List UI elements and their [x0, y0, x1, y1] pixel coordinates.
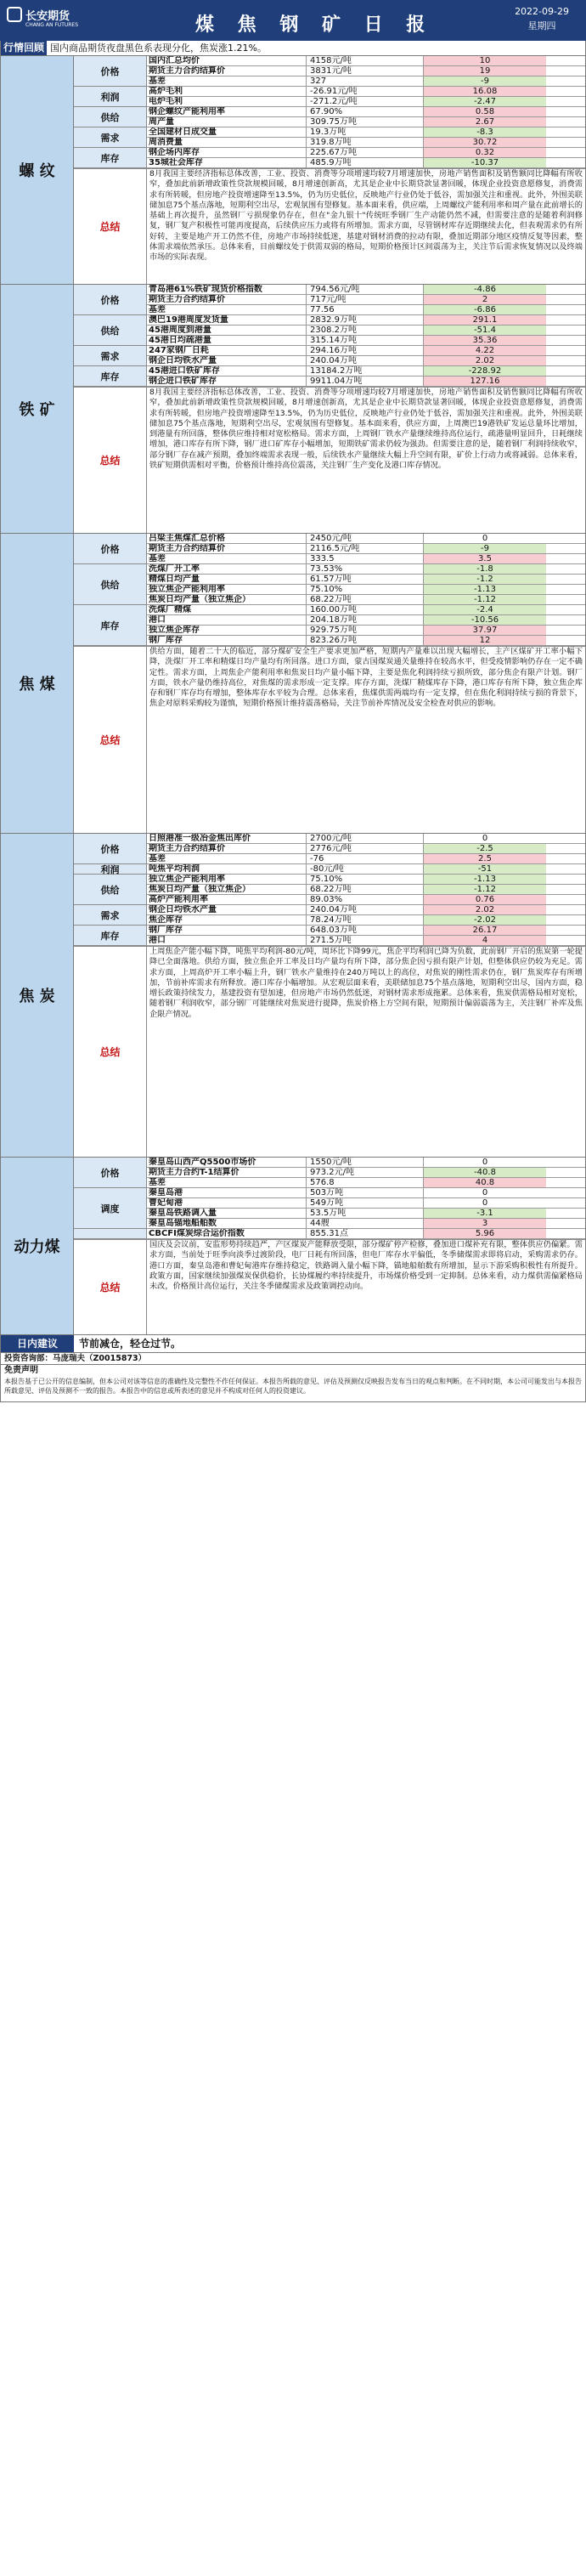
indicator-change: -8.3	[424, 127, 546, 137]
indicator-name: 期货主力合约结算价	[147, 844, 307, 853]
indicator-name: 国内汇总均价	[147, 56, 307, 65]
summary-label: 总结	[74, 647, 147, 833]
indicator-row	[147, 326, 585, 336]
group-label: 库存	[74, 366, 147, 387]
indicator-name: 基差	[147, 1178, 307, 1187]
indicator-name: 电炉毛利	[147, 97, 307, 106]
indicator-name: 洗煤厂开工率	[147, 564, 307, 574]
summary-text: 国庆及会议前，安监形势持续趋严，产区煤炭产能释放受限，部分煤矿停产检修，叠加进口煤补充有限，整体供应仍偏紧。需求方面，当前处于旺季向淡季过渡阶段，电厂日耗有所回落，但电厂库存水平偏低，冬季储煤需求即将启动，采购需求仍存。港口方面，秦皇岛港和曹妃甸港库存维持稳定，铁路调入量小幅下降，锚地船舶数有所增加，显示下游采购积极性有所提升。政策方面，国家继续加强煤炭保供稳价，长协煤履约率持续提升，市场煤价格受到一定抑制。总体来看，动力煤供需偏紧格局未改，价格预计高位运行，关注冬季储煤需求及政策调控动向。	[149, 1240, 583, 1292]
indicator-change: 0.32	[424, 148, 546, 157]
sections-container	[0, 56, 586, 1335]
indicator-change: 40.8	[424, 1178, 546, 1187]
disclaimer-heading: 免责声明	[1, 1364, 585, 1376]
disclaimer-text: 本报告基于已公开的信息编制，但本公司对该等信息的准确性及完整性不作任何保证。本报告所载的意见、评估及预测仅反映报告发布当日的观点和判断。在不同时期，本公司可能发出与本报告所载意见、评估及预测不一致的报告。本报告中的信息或所表述的意见并不构成对任何人的投资建议。	[4, 1378, 582, 1395]
indicator-change: 0	[482, 1188, 488, 1197]
indicator-row	[147, 585, 585, 595]
company-logo	[7, 5, 79, 36]
commodity-section	[0, 534, 586, 834]
indicator-row	[147, 366, 585, 376]
indicator-change: 4	[424, 936, 546, 945]
indicator-value: 929.75万吨	[307, 626, 424, 635]
indicator-value: 333.5	[307, 554, 424, 563]
advice-label: 日内建议	[1, 1335, 74, 1352]
indicator-row	[147, 615, 585, 626]
summary-block	[74, 168, 585, 284]
indicator-group	[74, 148, 585, 168]
indicator-change: 2.02	[424, 905, 546, 914]
indicator-change: 30.72	[424, 138, 546, 147]
indicator-row	[147, 605, 585, 615]
indicator-name: 钢企进口铁矿库存	[147, 376, 307, 386]
indicator-row	[147, 158, 585, 168]
indicator-change: -1.2	[424, 575, 546, 584]
indicator-row	[147, 336, 585, 346]
commodity-name: 焦 煤	[1, 534, 74, 833]
indicator-value: 549万吨	[307, 1198, 424, 1208]
indicator-change: -51.4	[424, 326, 546, 335]
group-label: 需求	[74, 905, 147, 926]
indicator-change: 0	[482, 534, 488, 543]
indicator-row	[147, 544, 585, 554]
indicator-name: 钢企日均铁水产量	[147, 905, 307, 914]
indicator-name: 钢厂库存	[147, 926, 307, 935]
indicator-value: 485.9万吨	[307, 158, 424, 167]
indicator-name: 基差	[147, 854, 307, 863]
logo-mark-icon	[7, 7, 22, 22]
report-header	[0, 0, 586, 41]
indicator-row	[147, 885, 585, 895]
report-footer	[0, 1335, 586, 1402]
indicator-row	[147, 636, 585, 646]
summary-label: 总结	[74, 388, 147, 533]
report-title: 煤 焦 钢 矿 日 报	[195, 14, 434, 36]
indicator-value: 327	[307, 76, 424, 86]
indicator-name: 基差	[147, 305, 307, 314]
group-label: 调度	[74, 1188, 147, 1229]
indicator-row	[147, 346, 585, 356]
indicator-value: -76	[307, 854, 424, 863]
indicator-row	[147, 1178, 585, 1188]
market-review-label: 行情回顾	[1, 41, 47, 55]
group-label: 库存	[74, 148, 147, 168]
indicator-change: -2.02	[424, 915, 546, 925]
indicator-value: 89.03%	[307, 895, 424, 904]
indicator-change: -10.37	[424, 158, 546, 167]
group-label: 需求	[74, 346, 147, 366]
indicator-change: -6.86	[424, 305, 546, 314]
indicator-value: 53.5万吨	[307, 1209, 424, 1218]
indicator-change: -1.8	[424, 564, 546, 574]
indicator-change: 3	[424, 1219, 546, 1228]
indicator-value: 44艘	[307, 1219, 424, 1228]
indicator-value: 68.22万吨	[307, 885, 424, 894]
indicator-name: 港口	[147, 936, 307, 945]
indicator-row	[147, 554, 585, 564]
indicator-row	[147, 1158, 585, 1168]
indicator-row	[147, 148, 585, 158]
commodity-name: 螺 纹	[1, 56, 74, 284]
indicator-row	[147, 1198, 585, 1209]
indicator-name: 澳巴19港周度发货量	[147, 315, 307, 325]
indicator-row	[147, 926, 585, 936]
indicator-change: -40.8	[424, 1168, 546, 1177]
summary-block	[74, 1239, 585, 1334]
indicator-change: 2.5	[424, 854, 546, 863]
indicator-name: 周消费量	[147, 138, 307, 147]
indicator-value: 2700元/吨	[307, 834, 424, 843]
indicator-row	[147, 595, 585, 605]
indicator-value: 271.5万吨	[307, 936, 424, 945]
group-label: 利润	[74, 864, 147, 875]
market-review	[0, 41, 586, 56]
group-label: 价格	[74, 1158, 147, 1188]
group-label: 价格	[74, 534, 147, 564]
indicator-row	[147, 895, 585, 905]
intraday-advice	[1, 1335, 585, 1352]
indicator-change: -1.12	[424, 885, 546, 894]
indicator-change: 2.67	[424, 117, 546, 127]
indicator-row	[147, 1219, 585, 1229]
indicator-change: -51	[424, 864, 546, 874]
indicator-value: -271.2元/吨	[307, 97, 424, 106]
group-label	[74, 1229, 147, 1239]
indicator-value: 3831元/吨	[307, 66, 424, 76]
indicator-value: 315.14万吨	[307, 336, 424, 345]
indicator-row	[147, 626, 585, 636]
indicator-group	[74, 1229, 585, 1239]
indicator-name: 钢企场内库存	[147, 148, 307, 157]
group-label: 需求	[74, 127, 147, 148]
indicator-change: 127.16	[424, 376, 546, 386]
indicator-change: 0	[482, 834, 488, 843]
indicator-value: 648.03万吨	[307, 926, 424, 935]
indicator-group	[74, 905, 585, 926]
indicator-value: 2308.2万吨	[307, 326, 424, 335]
commodity-name: 铁 矿	[1, 285, 74, 533]
summary-block	[74, 946, 585, 1157]
indicator-change: -9	[424, 76, 546, 86]
indicator-row	[147, 66, 585, 76]
indicator-change: 291.1	[424, 315, 546, 325]
indicator-name: 秦皇岛铁路调入量	[147, 1209, 307, 1218]
group-label: 价格	[74, 834, 147, 864]
weekday-text: 星期四	[527, 20, 556, 31]
indicator-value: 1550元/吨	[307, 1158, 424, 1167]
indicator-group	[74, 926, 585, 946]
indicator-value: 19.3万吨	[307, 127, 424, 137]
indicator-name: 钢企螺纹产能利用率	[147, 107, 307, 116]
indicator-change: 26.17	[424, 926, 546, 935]
group-label: 供给	[74, 107, 147, 127]
indicator-value: 794.56元/吨	[307, 285, 424, 294]
indicator-value: 78.24万吨	[307, 915, 424, 925]
indicator-row	[147, 76, 585, 87]
summary-text: 上周焦企产能小幅下降，吨焦平均利润-80元/吨，周环比下降99元，焦企平均利润已降为负数，此前钢厂开启的焦炭第一轮提降已全面落地。供给方面，独立焦企开工率及日均产量均有所下降，部分焦企因亏损有限产计划，但整体供应仍较为充足。需求方面，上周高炉开工率小幅上升，钢厂铁水产量维持在240万吨以上的高位，对焦炭的刚性需求仍在，钢厂焦炭库存有所增加，节前补库需求有所释放。港口库存小幅增加。从宏观层面来看，美联储加息75个基点落地，短期利空出尽，国内方面，稳增长政策持续发力，基建投资有望加速，但房地产市场仍然低迷，对钢材需求形成拖累。总体来看，焦炭供需格局相对宽松，随着钢厂利润收窄，部分钢厂可能继续对焦炭进行提降，焦炭价格上方空间有限，短期预计偏弱震荡为主，关注钢厂补库及焦企限产情况。	[149, 947, 583, 1019]
indicator-value: 240.04万吨	[307, 356, 424, 365]
indicator-value: 576.8	[307, 1178, 424, 1187]
indicator-group	[74, 1188, 585, 1229]
indicator-row	[147, 1229, 585, 1239]
indicator-row	[147, 295, 585, 305]
indicator-group	[74, 107, 585, 127]
indicator-row	[147, 905, 585, 915]
indicator-name: 基差	[147, 76, 307, 86]
indicator-row	[147, 315, 585, 326]
indicator-name: 秦皇岛锚地船舶数	[147, 1219, 307, 1228]
indicator-change: 0.76	[424, 895, 546, 904]
indicator-row	[147, 915, 585, 926]
investor-info: 投资咨询部：马庞瑞夫（Z0015873）	[1, 1352, 585, 1364]
indicator-name: 吨焦平均利润	[147, 864, 307, 874]
indicator-row	[147, 285, 585, 295]
indicator-row	[147, 936, 585, 946]
summary-label: 总结	[74, 169, 147, 284]
indicator-name: 45港日均疏港量	[147, 336, 307, 345]
indicator-value: 13184.2万吨	[307, 366, 424, 376]
indicator-value: -26.91元/吨	[307, 87, 424, 96]
indicator-change: 4.22	[424, 346, 546, 355]
commodity-section	[0, 285, 586, 534]
indicator-value: 973.2元/吨	[307, 1168, 424, 1177]
indicator-row	[147, 138, 585, 148]
indicator-change: 35.36	[424, 336, 546, 345]
indicator-value: 77.56	[307, 305, 424, 314]
indicator-name: 基差	[147, 554, 307, 563]
commodity-name: 焦 炭	[1, 834, 74, 1157]
indicator-group	[74, 127, 585, 148]
indicator-name: 精煤日均产量	[147, 575, 307, 584]
indicator-change: -2.47	[424, 97, 546, 106]
indicator-name: 全国建材日成交量	[147, 127, 307, 137]
commodity-section	[0, 834, 586, 1158]
indicator-row	[147, 1209, 585, 1219]
indicator-value: 717元/吨	[307, 295, 424, 304]
indicator-name: 洗煤厂精煤	[147, 605, 307, 614]
indicator-change: -10.56	[424, 615, 546, 625]
indicator-name: 焦炭日均产量（独立焦企）	[147, 885, 307, 894]
indicator-value: 2450元/吨	[307, 534, 424, 543]
indicator-group	[74, 87, 585, 107]
indicator-name: 港口	[147, 615, 307, 625]
advice-text: 节前减仓，轻仓过节。	[79, 1338, 182, 1350]
indicator-row	[147, 834, 585, 844]
commodity-name: 动力煤	[1, 1158, 74, 1334]
indicator-group	[74, 534, 585, 564]
indicator-value: 225.67万吨	[307, 148, 424, 157]
indicator-name: 钢厂库存	[147, 636, 307, 645]
indicator-change: -1.12	[424, 595, 546, 604]
group-label: 价格	[74, 56, 147, 87]
summary-label: 总结	[74, 947, 147, 1157]
indicator-group	[74, 366, 585, 387]
indicator-group	[74, 56, 585, 87]
indicator-value: 2776元/吨	[307, 844, 424, 853]
indicator-row	[147, 376, 585, 387]
indicator-value: 204.18万吨	[307, 615, 424, 625]
indicator-row	[147, 97, 585, 107]
indicator-value: 855.31点	[307, 1229, 424, 1238]
indicator-name: 独立焦企产能利用率	[147, 585, 307, 594]
group-label: 利润	[74, 87, 147, 107]
logo-en: CHANG AN FUTURES	[25, 22, 79, 28]
indicator-value: 2832.9万吨	[307, 315, 424, 325]
group-label: 供给	[74, 315, 147, 346]
indicator-value: 68.22万吨	[307, 595, 424, 604]
indicator-change: -9	[424, 544, 546, 553]
indicator-value: 75.10%	[307, 585, 424, 594]
indicator-row	[147, 356, 585, 366]
indicator-value: 4158元/吨	[307, 56, 424, 65]
indicator-name: 曹妃甸港	[147, 1198, 307, 1208]
indicator-name: 钢企日均铁水产量	[147, 356, 307, 365]
indicator-value: -80元/吨	[307, 864, 424, 874]
indicator-name: 45港进口铁矿库存	[147, 366, 307, 376]
indicator-row	[147, 117, 585, 127]
indicator-change: -3.1	[424, 1209, 546, 1218]
indicator-group	[74, 1158, 585, 1188]
indicator-row	[147, 534, 585, 544]
indicator-name: 周产量	[147, 117, 307, 127]
date-text: 2022-09-29	[515, 6, 569, 17]
indicator-row	[147, 87, 585, 97]
summary-text: 供给方面，随着二十大的临近，部分煤矿安全生产要求更加严格，短期内产量难以出现大幅增长，主产区煤矿开工率小幅下降，洗煤厂开工率和精煤日均产量均有所回落。进口方面，蒙古国煤炭通关量维持在较高水平，但受疫情影响仍存在一定不确定性。需求方面，上周焦企产能利用率和焦炭日均产量小幅下降，主要是焦化利润持续亏损所致，部分焦企有限产计划。钢厂方面，铁水产量仍维持高位，对焦煤的需求形成一定支撑。库存方面，洗煤厂精煤库存下降，港口库存有所下降，独立焦企库存和钢厂库存均有增加，整体库存水平较为合理。总体来看，焦煤供需两端均有一定支撑，但在焦化利润持续亏损的背景下，焦企对原料采购较为谨慎，短期价格预计维持震荡格局，关注节前补库情况及安全检查对供应的影响。	[149, 647, 583, 709]
indicator-name: 期货主力合约结算价	[147, 295, 307, 304]
indicator-name: 高炉毛利	[147, 87, 307, 96]
indicator-name: CBCFI煤炭综合运价指数	[147, 1229, 307, 1238]
indicator-change: 2	[424, 295, 546, 304]
indicator-group	[74, 564, 585, 605]
indicator-name: 秦皇岛山西产Q5500市场价	[147, 1158, 307, 1167]
indicator-change: -1.13	[424, 585, 546, 594]
indicator-change: 10	[424, 56, 546, 65]
indicator-change: -2.4	[424, 605, 546, 614]
indicator-value: 319.8万吨	[307, 138, 424, 147]
indicator-change: 0	[482, 1158, 488, 1167]
indicator-change: 16.08	[424, 87, 546, 96]
indicator-change: -1.13	[424, 875, 546, 884]
indicator-row	[147, 575, 585, 585]
indicator-group	[74, 346, 585, 366]
indicator-change: 19	[424, 66, 546, 76]
indicator-change: 12	[424, 636, 546, 645]
indicator-row	[147, 305, 585, 315]
indicator-change: -4.86	[424, 285, 546, 294]
indicator-row	[147, 854, 585, 864]
indicator-name: 吕梁主焦煤汇总价格	[147, 534, 307, 543]
report-date	[515, 4, 569, 33]
indicator-name: 焦炭日均产量（独立焦企）	[147, 595, 307, 604]
indicator-value: 73.53%	[307, 564, 424, 574]
indicator-name: 高炉产能利用率	[147, 895, 307, 904]
indicator-value: 823.26万吨	[307, 636, 424, 645]
indicator-group	[74, 864, 585, 875]
indicator-group	[74, 875, 585, 905]
indicator-value: 67.90%	[307, 107, 424, 116]
indicator-value: 503万吨	[307, 1188, 424, 1197]
indicator-value: 2116.5元/吨	[307, 544, 424, 553]
indicator-row	[147, 1188, 585, 1198]
indicator-row	[147, 56, 585, 66]
market-review-text: 国内商品期货夜盘黑色系表现分化，焦炭涨1.21%。	[50, 42, 267, 54]
indicator-row	[147, 875, 585, 885]
indicator-name: 247家钢厂日耗	[147, 346, 307, 355]
indicator-row	[147, 864, 585, 875]
summary-block	[74, 646, 585, 833]
summary-text: 8月我国主要经济指标总体改善，工业、投资、消费等分项增速均较7月增速加快，房地产销售面积及销售额同比降幅有所收窄，叠加此前新增政策性贷款规模回暖，8月增速创新高，尤其是企业中长期贷款显著回暖，体现企业投资意愿修复，消费需求有所转暖，但房地产投资增速降至13.5%，仍为历史低位，反映地产行业仍处于低谷，需加强关注和重视。此外，外围美联储加息75个基点落地，短期利空出尽，宏观氛围有望修复。基本面来看，供应方面，上周澳巴19港铁矿发运总量环比增加，到港量有所回落，整体供应维持相对宽松格局。需求方面，上周钢厂铁水产量继续维持高位运行，疏港量明显回升，日耗继续增加，港口库存有所下降，钢厂进口矿库存小幅增加，短期铁矿需求仍较为强劲。但需要注意的是，随着钢厂利润持续收窄，部分钢厂存在减产预期，叠加终端需求表现一般，后续铁水产量继续大幅上升空间有限，矿价上行动力或将减弱。总体来看，铁矿短期供需相对平衡，价格预计维持高位震荡，关注钢厂生产变化及港口库存情况。	[149, 388, 583, 471]
indicator-group	[74, 605, 585, 646]
commodity-section	[0, 56, 586, 285]
indicator-name: 日照港准一级冶金焦出库价	[147, 834, 307, 843]
indicator-value: 160.00万吨	[307, 605, 424, 614]
indicator-row	[147, 564, 585, 575]
indicator-group	[74, 285, 585, 315]
group-label: 价格	[74, 285, 147, 315]
group-label: 供给	[74, 875, 147, 905]
indicator-change: -228.92	[424, 366, 546, 376]
indicator-change: 2.02	[424, 356, 546, 365]
indicator-name: 期货主力合约结算价	[147, 544, 307, 553]
indicator-value: 75.10%	[307, 875, 424, 884]
indicator-name: 35城社会库存	[147, 158, 307, 167]
indicator-name: 独立焦企产能利用率	[147, 875, 307, 884]
indicator-name: 45港周度到港量	[147, 326, 307, 335]
indicator-change: 0	[482, 1198, 488, 1208]
indicator-value: 61.57万吨	[307, 575, 424, 584]
commodity-section	[0, 1158, 586, 1335]
indicator-value: 309.75万吨	[307, 117, 424, 127]
indicator-name: 青岛港61%铁矿现货价格指数	[147, 285, 307, 294]
indicator-group	[74, 315, 585, 346]
logo-cn: 长安期货	[25, 10, 70, 23]
indicator-change: 3.5	[424, 554, 546, 563]
indicator-change: 37.97	[424, 626, 546, 635]
group-label: 供给	[74, 564, 147, 605]
indicator-name: 秦皇岛港	[147, 1188, 307, 1197]
indicator-change: -2.5	[424, 844, 546, 853]
indicator-value: 294.16万吨	[307, 346, 424, 355]
indicator-name: 期货主力合约T-1结算价	[147, 1168, 307, 1177]
group-label: 库存	[74, 926, 147, 946]
indicator-value: 240.04万吨	[307, 905, 424, 914]
summary-label: 总结	[74, 1240, 147, 1334]
group-label: 库存	[74, 605, 147, 646]
indicator-row	[147, 127, 585, 138]
indicator-value: 9911.04万吨	[307, 376, 424, 386]
indicator-change: 5.96	[424, 1229, 546, 1238]
indicator-name: 焦企库存	[147, 915, 307, 925]
summary-block	[74, 387, 585, 533]
indicator-group	[74, 834, 585, 864]
indicator-row	[147, 844, 585, 854]
summary-text: 8月我国主要经济指标总体改善，工业、投资、消费等分项增速均较7月增速加快，房地产销售面积及销售额同比降幅有所收窄，叠加此前新增政策性贷款规模回暖，8月增速创新高，尤其是企业中长期贷款显著回暖，体现企业投资意愿修复，消费需求有所转暖，但房地产投资增速降至13.5%，仍为历史低位，反映地产行业仍处于低谷，需加强关注和重视。此外，外围美联储加息75个基点落地，短期利空出尽，宏观氛围有望修复。基本面来看，供应端，上周螺纹产能利用率和周产量在此前增长的基础上再次提升，虽然钢厂亏损现象仍存在，但在"金九银十"传统旺季钢厂生产动能仍然不减，但需要注意的是随着利润修复，钢厂复产积极性可能再度提高，后续供应压力或将有所增加。需求方面，尽管钢材库存近期继续去化，但表观需求仍有所好转，主要是地产开工仍然不佳，房地产市场持续低迷，基建对钢材消费的拉动有限，叠加近期部分地区疫情反复等因素，整体需求端依然承压。总体来看，目前螺纹处于供需双弱的格局，短期价格预计区间震荡为主，关注节后需求恢复情况以及终端市场的实际表现。	[149, 169, 583, 263]
indicator-row	[147, 107, 585, 117]
indicator-change: 0.58	[424, 107, 546, 116]
indicator-row	[147, 1168, 585, 1178]
indicator-name: 独立焦企库存	[147, 626, 307, 635]
indicator-name: 期货主力合约结算价	[147, 66, 307, 76]
